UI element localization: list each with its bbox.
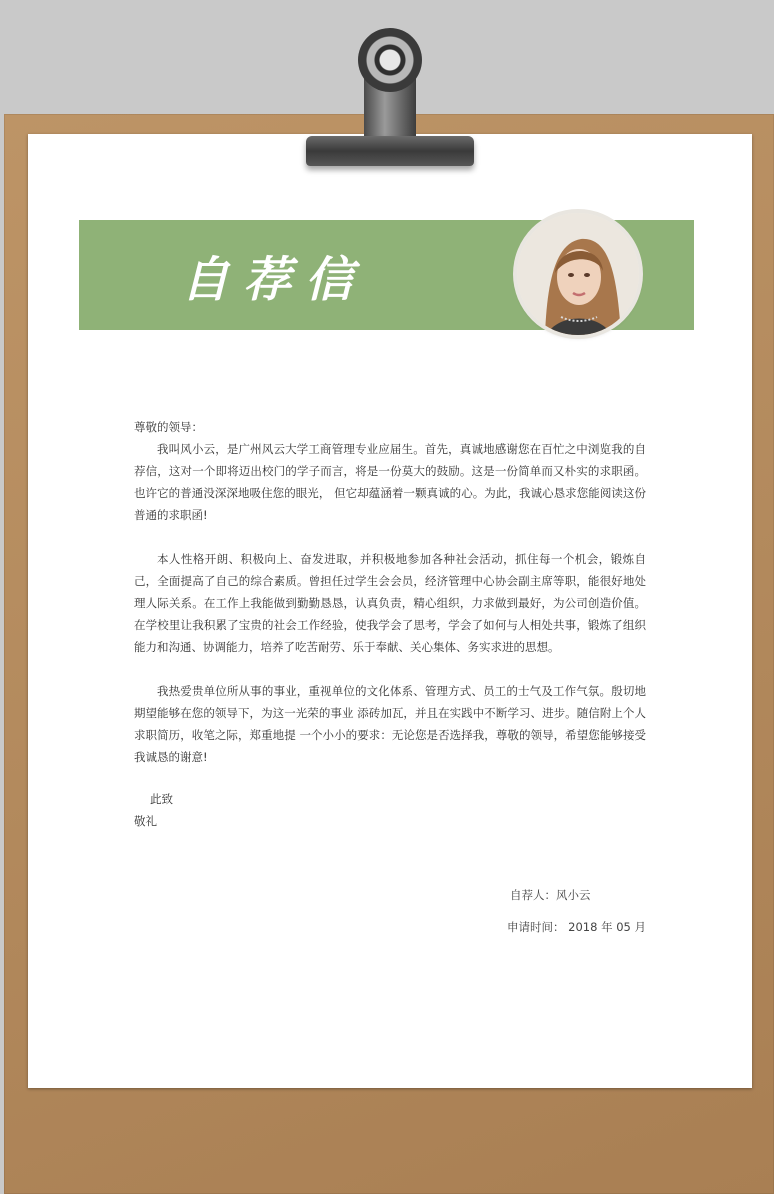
- application-date: 申请时间： 2018 年 05 月: [507, 920, 647, 934]
- portrait-image: [517, 213, 639, 335]
- avatar: [517, 213, 639, 335]
- letter-paragraph-2: 本人性格开朗、积极向上、奋发进取，并积极地参加各种社会活动，抓住每一个机会，锻炼自己，全面提高了自己的综合素质。曾担任过学生会会员，经济管理中心协会副主席等职，能很好地处理人际关系。在工作上我能做到勤勤恳恳，认真负责，精心组织，力求做到最好，为公司创造价值。在学校里让我积累了宝贵的社会工作经验，使我学会了思考，学会了如何与人相处共事，锻炼了组织能力和沟通、协调能力，培养了吃苦耐劳、乐于奉献、关心集体、务实求进的思想。: [134, 552, 646, 654]
- signature-block: [507, 882, 646, 940]
- binder-clip-icon: [306, 136, 474, 166]
- sender-name: 自荐人：风小云: [510, 888, 591, 902]
- closing-line-1: 此致: [150, 792, 173, 806]
- clip-ring-icon: [358, 28, 422, 92]
- letter-paragraph-3: 我热爱贵单位所从事的事业，重视单位的文化体系、管理方式、员工的士气及工作气氛。殷切地期望能够在您的领导下，为这一光荣的事业 添砖加瓦，并且在实践中不断学习、进步。随信附上个人求职简历，收笔之际，郑重地提 一个小小的要求：无论您是否选择我，尊敬的领导，希望您能够接受我诚恳的谢意!: [134, 684, 646, 764]
- letter-salutation: 尊敬的领导：: [134, 420, 203, 434]
- letter-closing: [134, 788, 646, 832]
- letter-paragraph-1: 我叫风小云，是广州风云大学工商管理专业应届生。首先，真诚地感谢您在百忙之中浏览我的自荐信，这对一个即将迈出校门的学子而言，将是一份莫大的鼓励。这是一份简单而又朴实的求职函。也许它的普通没深深地吸住您的眼光， 但它却蕴涵着一颗真诚的心。为此，我诚心恳求您能阅读这份普通的求职函!: [134, 442, 646, 522]
- page-title: 自荐信: [180, 251, 367, 308]
- letter-body: [134, 416, 646, 832]
- closing-line-2: 敬礼: [134, 814, 157, 828]
